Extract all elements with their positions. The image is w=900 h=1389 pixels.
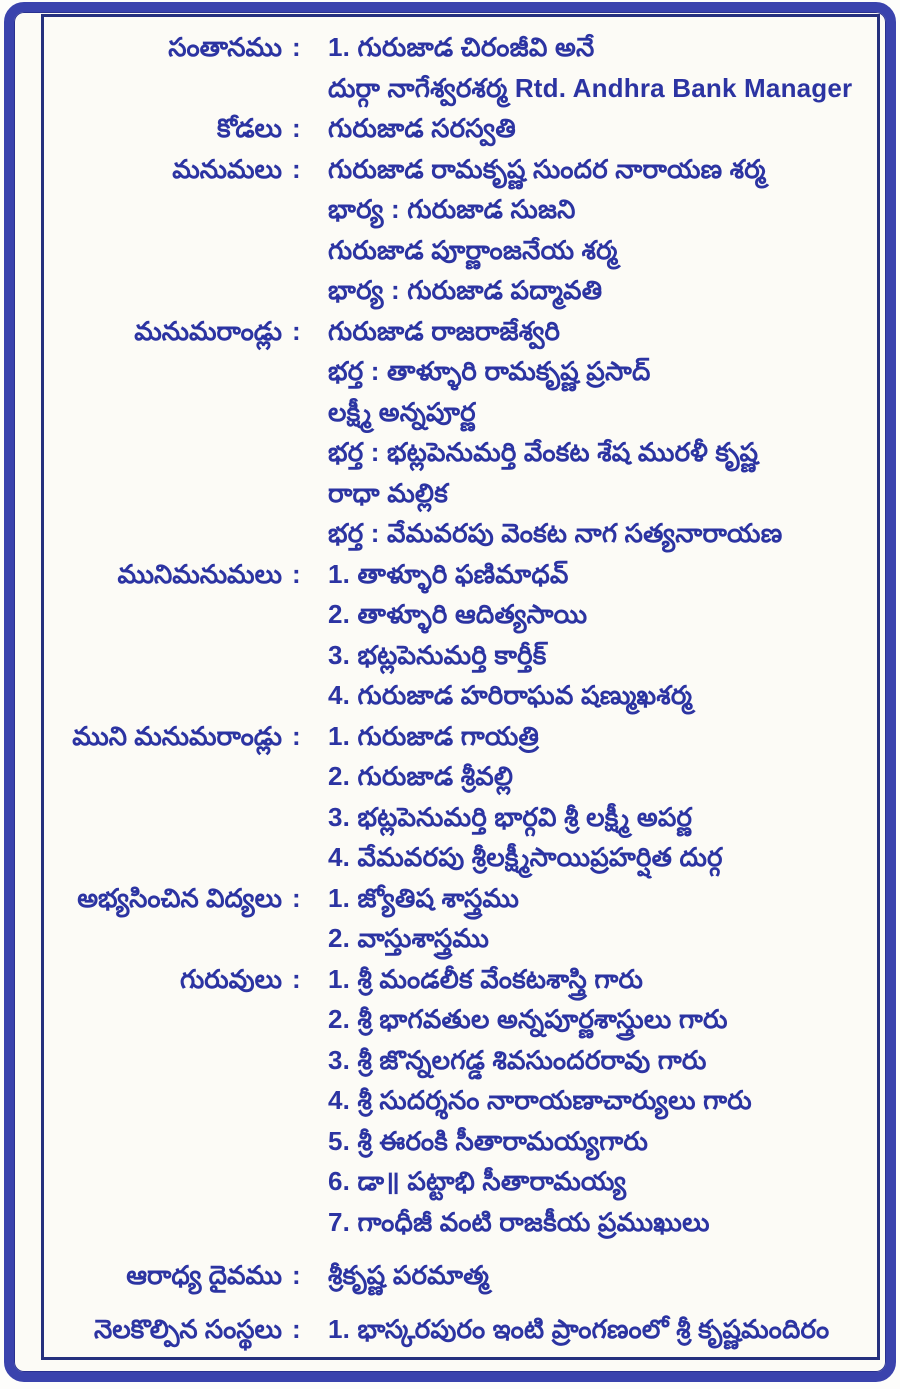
entry-line: 5. శ్రీ ఈరంకి సీతారామయ్యగారు <box>328 1125 649 1156</box>
entry-line: 2. వాస్తుశాస్త్రము <box>328 923 490 953</box>
colon-separator: : <box>292 882 301 913</box>
entry-line: శ్రీకృష్ణ పరమాత్మ <box>328 1260 490 1290</box>
field-label: నెలకొల్పిన సంస్థలు <box>93 1313 282 1344</box>
entry-line: భార్య : గురుజాడ సుజని <box>328 194 576 224</box>
field-values <box>328 554 874 716</box>
record-row <box>56 311 874 554</box>
field-values <box>328 311 874 554</box>
field-label: కోడలు <box>216 113 282 143</box>
entry-line: 1. తాళ్ళూరి ఫణిమాధవ్ <box>328 558 569 589</box>
entry-line: 2. గురుజాడ శ్రీవల్లి <box>328 761 514 791</box>
entry-line: 1. భాస్కరపురం ఇంటి ప్రాంగణంలో శ్రీ కృష్ణమందిరం <box>328 1313 830 1344</box>
record-row <box>56 878 874 959</box>
field-label: మనుమలు <box>172 153 282 184</box>
field-values <box>328 716 874 878</box>
field-values <box>328 108 874 149</box>
entry-line: 1. గురుజాడ గాయత్రి <box>328 720 540 751</box>
field-values <box>328 1309 874 1350</box>
entry-line: 2. శ్రీ భాగవతుల అన్నపూర్ణశాస్త్రులు గారు <box>328 1004 728 1034</box>
entry-line: 1. జ్యోతిష శాస్త్రము <box>328 882 520 913</box>
colon-separator: : <box>292 315 301 346</box>
entry-line: 1. శ్రీ మండలీక వేంకటశాస్త్రి గారు <box>328 963 644 994</box>
colon-separator: : <box>292 720 301 751</box>
field-values <box>328 27 874 108</box>
entry-line: 3. శ్రీ జొన్నలగడ్డ శివసుందరరావు గారు <box>328 1044 707 1075</box>
entry-line: గురుజాడ సరస్వతి <box>328 113 516 143</box>
colon-separator: : <box>292 963 301 994</box>
colon-separator: : <box>292 32 301 62</box>
entry-line: భార్య : గురుజాడ పద్మావతి <box>328 275 603 305</box>
record-row <box>56 554 874 716</box>
entry-line: 1. గురుజాడ చిరంజీవి అనే <box>328 32 595 62</box>
entry-line: రాధా మల్లిక <box>328 477 448 508</box>
record-row <box>56 1255 874 1296</box>
field-label: అభ్యసించిన విద్యలు <box>77 882 282 913</box>
colon-separator: : <box>292 1313 301 1344</box>
field-label: ముని మనుమరాండ్లు <box>72 720 282 751</box>
colon-separator: : <box>292 153 301 184</box>
entry-line: గురుజాడ రామకృష్ణ సుందర నారాయణ శర్మ <box>328 153 766 184</box>
entry-line: 4. శ్రీ సుదర్శనం నారాయణాచార్యులు గారు <box>328 1085 752 1115</box>
field-values <box>328 149 874 311</box>
entry-line: దుర్గా నాగేశ్వరశర్మ Rtd. Andhra Bank Manager <box>328 72 853 103</box>
record-row <box>56 716 874 878</box>
colon-separator: : <box>292 558 301 589</box>
record-row <box>56 1309 874 1350</box>
entry-line: 4. వేమవరపు శ్రీలక్ష్మీసాయిప్రహర్షిత దుర్గ <box>328 842 723 872</box>
entry-line: 3. భట్లపెనుమర్తి భార్గవి శ్రీ లక్ష్మీ అపర్ణ <box>328 801 693 832</box>
colon-separator: : <box>292 113 301 143</box>
field-label: మునిమనుమలు <box>117 558 282 589</box>
field-values <box>328 959 874 1243</box>
entry-line: 2. తాళ్ళూరి ఆదిత్యసాయి <box>328 599 588 629</box>
field-label: గురువులు <box>180 963 282 994</box>
record-row <box>56 27 874 108</box>
entry-line: 3. భట్లపెనుమర్తి కార్తీక్ <box>328 639 547 670</box>
entry-line: భర్త : తాళ్ళూరి రామకృష్ణ ప్రసాద్ <box>328 356 651 386</box>
field-label: మనుమరాండ్లు <box>134 315 282 346</box>
colon-separator: : <box>292 1260 301 1290</box>
record-row <box>56 108 874 149</box>
record-row <box>56 959 874 1243</box>
entry-line: భర్త : భట్లపెనుమర్తి వేంకట శేష మురళీ కృష్ణ <box>328 437 759 467</box>
record-list <box>56 27 874 1349</box>
record-row <box>56 149 874 311</box>
entry-line: గురుజాడ పూర్ణాంజనేయ శర్మ <box>328 234 618 265</box>
entry-line: 6. డా॥ పట్టాభి సీతారామయ్య <box>328 1166 627 1196</box>
entry-line: భర్త : వేమవరపు వెంకట నాగ సత్యనారాయణ <box>328 518 783 548</box>
field-label: సంతానము <box>168 32 282 62</box>
entry-line: గురుజాడ రాజరాజేశ్వరి <box>328 315 561 346</box>
entry-line: 4. గురుజాడ హరిరాఘవ షణ్ముఖశర్మ <box>328 680 693 710</box>
field-values <box>328 878 874 959</box>
field-label: ఆరాధ్య దైవము <box>126 1260 282 1290</box>
field-values <box>328 1255 874 1296</box>
entry-line: లక్ష్మీ అన్నపూర్ణ <box>328 396 476 427</box>
entry-line: 7. గాంధీజీ వంటి రాజకీయ ప్రముఖులు <box>328 1206 710 1237</box>
